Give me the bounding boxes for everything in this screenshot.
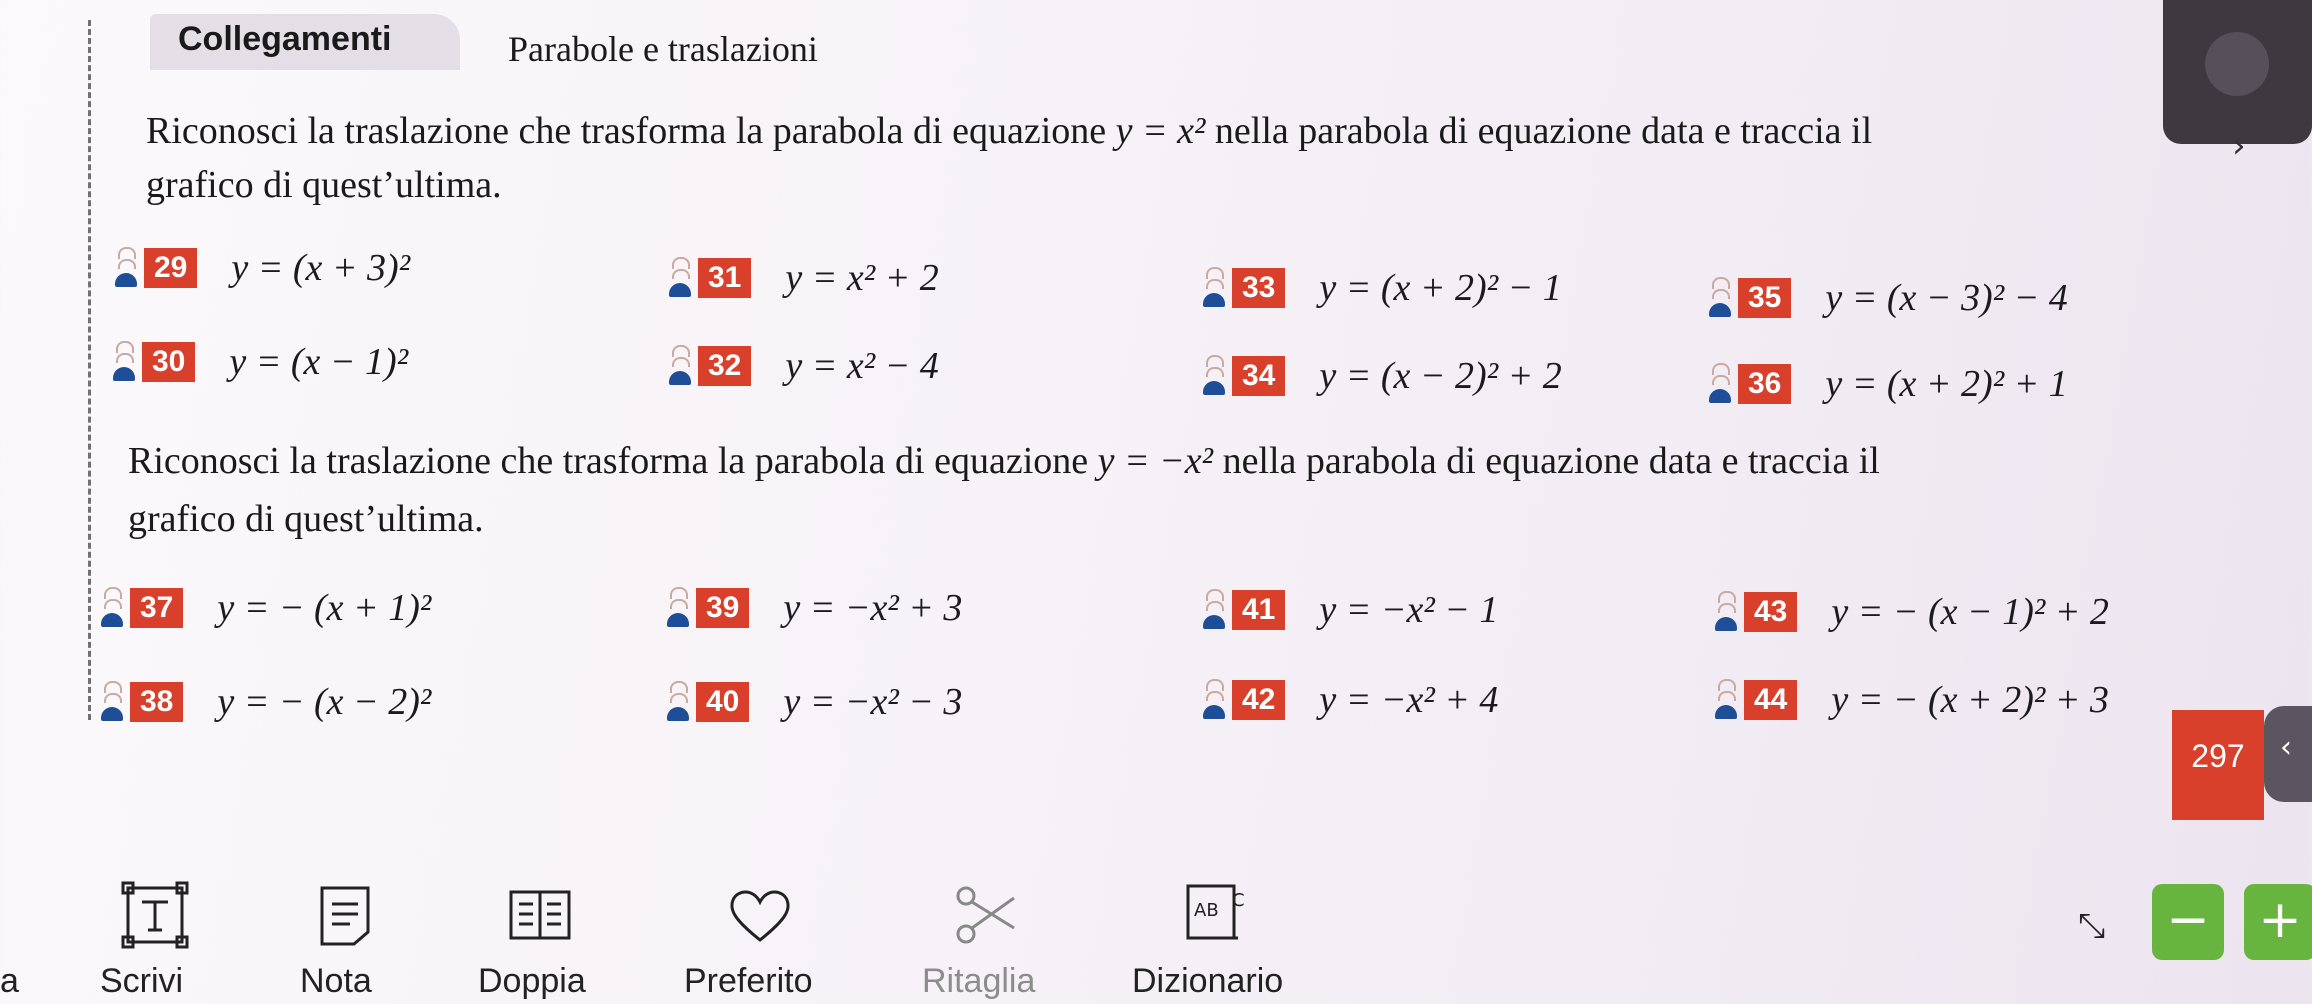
exercise-number: 41 bbox=[1232, 590, 1285, 630]
instruction-2-text-a: Riconosci la traslazione che trasforma la parabola di equazione bbox=[128, 440, 1098, 482]
toolbar-ritaglia-label[interactable]: Ritaglia bbox=[922, 962, 1036, 1000]
toolbar-partial-label: a bbox=[0, 962, 19, 1000]
section-tab-label: Collegamenti bbox=[178, 20, 392, 58]
exercise-equation: y = x² + 2 bbox=[785, 257, 939, 299]
scissors-icon[interactable] bbox=[950, 880, 1020, 950]
exercise-number: 36 bbox=[1738, 364, 1791, 404]
page-number-badge: 297 bbox=[2172, 710, 2264, 820]
zoom-out-button[interactable]: − bbox=[2152, 884, 2224, 960]
exercise-equation: y = − (x + 1)² bbox=[217, 587, 432, 629]
instruction-1-text-b: nella parabola di equazione data e traccia il bbox=[1205, 110, 1873, 152]
exercise-equation: y = x² − 4 bbox=[785, 345, 939, 387]
exercise-29[interactable] bbox=[112, 246, 410, 290]
difficulty-icon bbox=[664, 681, 692, 723]
exercise-number: 40 bbox=[696, 682, 749, 722]
instruction-1-equation: y = x² bbox=[1115, 110, 1206, 152]
exercise-30[interactable] bbox=[110, 340, 408, 384]
difficulty-icon bbox=[110, 341, 138, 383]
toolbar-doppia-label[interactable]: Doppia bbox=[478, 962, 586, 1000]
exercise-38[interactable] bbox=[98, 680, 431, 724]
instruction-2-text-b: nella parabola di equazione data e traccia il bbox=[1213, 440, 1880, 482]
exercise-equation: y = (x + 2)² + 1 bbox=[1825, 363, 2068, 405]
instruction-2-line2: grafico di quest’ultima. bbox=[128, 498, 484, 540]
exercise-number: 44 bbox=[1744, 680, 1797, 720]
exercise-number: 33 bbox=[1232, 268, 1285, 308]
difficulty-icon bbox=[1712, 679, 1740, 721]
exercise-equation: y = − (x − 2)² bbox=[217, 681, 432, 723]
exercise-31[interactable] bbox=[666, 256, 939, 300]
note-icon[interactable] bbox=[310, 880, 380, 950]
exercise-41[interactable] bbox=[1200, 588, 1498, 632]
exercise-number: 43 bbox=[1744, 592, 1797, 632]
exercise-equation: y = − (x + 2)² + 3 bbox=[1831, 679, 2109, 721]
exercise-number: 38 bbox=[130, 682, 183, 722]
toolbar-dizionario-label[interactable]: Dizionario bbox=[1132, 962, 1284, 1000]
shrink-icon[interactable]: ⤡ bbox=[2078, 906, 2106, 946]
exercise-number: 35 bbox=[1738, 278, 1791, 318]
chevron-right-icon[interactable]: › bbox=[2232, 126, 2246, 166]
exercise-37[interactable] bbox=[98, 586, 431, 630]
exercise-equation: y = −x² − 3 bbox=[783, 681, 963, 723]
exercise-39[interactable] bbox=[664, 586, 962, 630]
difficulty-icon bbox=[98, 587, 126, 629]
exercise-35[interactable] bbox=[1706, 276, 2068, 320]
exercise-number: 34 bbox=[1232, 356, 1285, 396]
exercise-40[interactable] bbox=[664, 680, 962, 724]
menu-circle-button[interactable] bbox=[2205, 32, 2269, 96]
instruction-2-equation: y = −x² bbox=[1097, 440, 1214, 482]
instruction-1-line2: grafico di quest’ultima. bbox=[146, 164, 502, 206]
exercise-number: 32 bbox=[698, 346, 751, 386]
difficulty-icon bbox=[112, 247, 140, 289]
svg-text:C: C bbox=[1232, 890, 1245, 911]
exercise-equation: y = (x + 2)² − 1 bbox=[1319, 267, 1562, 309]
zoom-in-button[interactable]: + bbox=[2244, 884, 2312, 960]
exercise-44[interactable] bbox=[1712, 678, 2109, 722]
chevron-up-icon[interactable]: ‹ bbox=[2280, 730, 2292, 765]
margin-dashed-line bbox=[88, 20, 91, 720]
exercise-equation: y = (x − 2)² + 2 bbox=[1319, 355, 1562, 397]
difficulty-icon bbox=[664, 587, 692, 629]
exercise-equation: y = (x − 1)² bbox=[229, 341, 409, 383]
difficulty-icon bbox=[1712, 591, 1740, 633]
toolbar-nota-label[interactable]: Nota bbox=[300, 962, 372, 1000]
toolbar-scrivi-label[interactable]: Scrivi bbox=[100, 962, 184, 1000]
difficulty-icon bbox=[98, 681, 126, 723]
svg-text:AB: AB bbox=[1194, 900, 1219, 921]
dictionary-icon[interactable] bbox=[1180, 880, 1250, 950]
exercise-equation: y = (x + 3)² bbox=[231, 247, 411, 289]
exercise-equation: y = − (x − 1)² + 2 bbox=[1831, 591, 2109, 633]
difficulty-icon bbox=[1706, 277, 1734, 319]
exercise-number: 31 bbox=[698, 258, 751, 298]
exercise-equation: y = −x² + 4 bbox=[1319, 679, 1499, 721]
difficulty-icon bbox=[1706, 363, 1734, 405]
exercise-equation: y = −x² − 1 bbox=[1319, 589, 1499, 631]
difficulty-icon bbox=[666, 257, 694, 299]
exercise-number: 37 bbox=[130, 588, 183, 628]
exercise-equation: y = −x² + 3 bbox=[783, 587, 963, 629]
instruction-2 bbox=[128, 436, 1880, 486]
instruction-1-text-a: Riconosci la traslazione che trasforma la parabola di equazione bbox=[146, 110, 1116, 152]
exercise-42[interactable] bbox=[1200, 678, 1498, 722]
instruction-1 bbox=[146, 106, 1872, 156]
difficulty-icon bbox=[1200, 267, 1228, 309]
exercise-43[interactable] bbox=[1712, 590, 2109, 634]
exercise-32[interactable] bbox=[666, 344, 939, 388]
difficulty-icon bbox=[1200, 355, 1228, 397]
difficulty-icon bbox=[1200, 679, 1228, 721]
exercise-number: 39 bbox=[696, 588, 749, 628]
exercise-36[interactable] bbox=[1706, 362, 2068, 406]
exercise-number: 42 bbox=[1232, 680, 1285, 720]
exercise-number: 29 bbox=[144, 248, 197, 288]
exercise-equation: y = (x − 3)² − 4 bbox=[1825, 277, 2068, 319]
heart-icon[interactable] bbox=[725, 880, 795, 950]
page-title: Parabole e traslazioni bbox=[508, 29, 818, 69]
text-box-icon[interactable] bbox=[120, 880, 190, 950]
exercise-number: 30 bbox=[142, 342, 195, 382]
difficulty-icon bbox=[1200, 589, 1228, 631]
toolbar-preferito-label[interactable]: Preferito bbox=[684, 962, 813, 1000]
difficulty-icon bbox=[666, 345, 694, 387]
double-page-icon[interactable] bbox=[505, 880, 575, 950]
exercise-34[interactable] bbox=[1200, 354, 1562, 398]
exercise-33[interactable] bbox=[1200, 266, 1562, 310]
